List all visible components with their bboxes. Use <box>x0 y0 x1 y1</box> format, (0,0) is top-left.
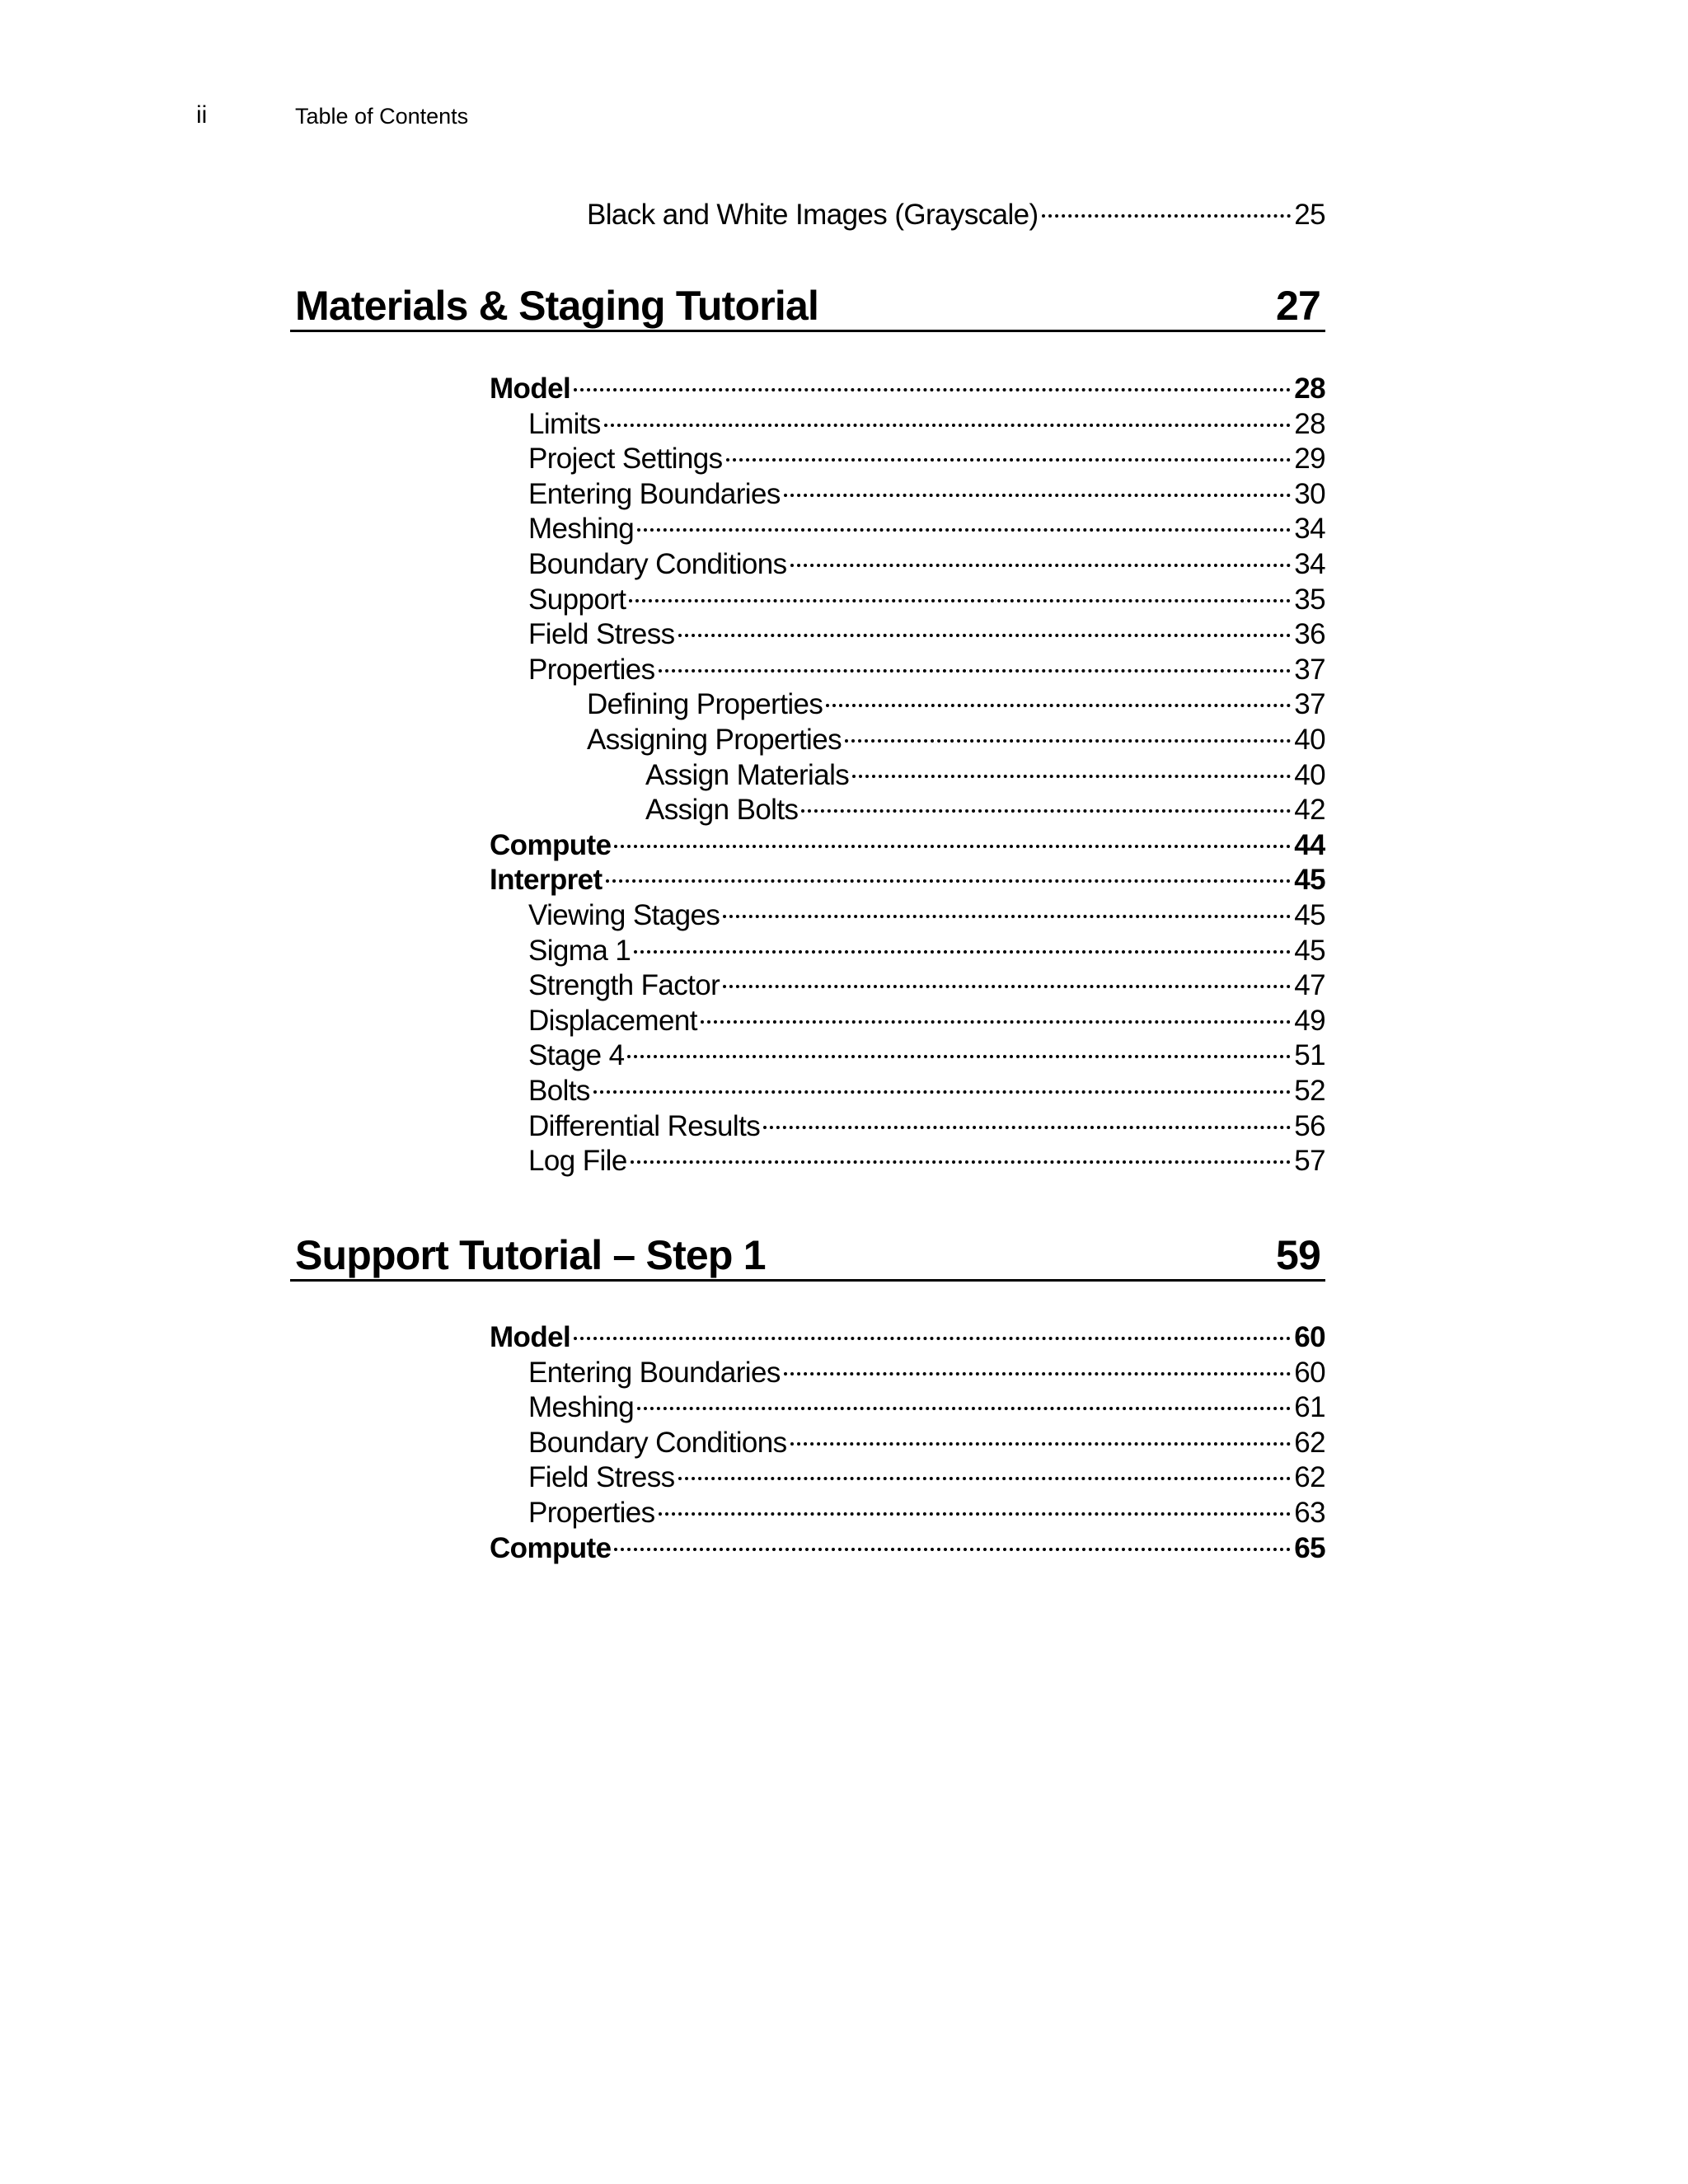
toc-entry[interactable] <box>490 1531 1325 1566</box>
toc-entry-label: Defining Properties <box>587 688 823 720</box>
toc-entry[interactable] <box>490 1320 1325 1355</box>
toc-entry-page: 56 <box>1294 1110 1325 1142</box>
dot-leader <box>726 458 1292 462</box>
toc-entry-page: 42 <box>1294 794 1325 826</box>
toc-entry[interactable] <box>490 863 1325 898</box>
dot-leader <box>637 1407 1291 1410</box>
toc-entry[interactable] <box>528 512 1325 546</box>
toc-entry[interactable] <box>645 758 1325 793</box>
dot-leader <box>801 809 1291 813</box>
toc-entry-label: Meshing <box>528 513 635 545</box>
toc-entry-page: 47 <box>1294 969 1325 1001</box>
toc-entry-page: 40 <box>1294 724 1325 756</box>
toc-entry[interactable] <box>528 1390 1325 1425</box>
toc-entry-label: Limits <box>528 408 601 440</box>
toc-entry-page: 36 <box>1294 618 1325 650</box>
toc-entry-page: 63 <box>1294 1497 1325 1529</box>
toc-entry-page: 60 <box>1294 1321 1325 1353</box>
toc-entry[interactable] <box>528 477 1325 512</box>
toc-entry-page: 44 <box>1294 829 1325 861</box>
chapter-title: Materials & Staging Tutorial <box>295 283 819 329</box>
toc-entry[interactable] <box>490 828 1325 863</box>
dot-leader <box>614 845 1291 848</box>
toc-entry-label: Boundary Conditions <box>528 548 787 580</box>
toc-entry[interactable] <box>528 1496 1325 1530</box>
toc-entry-page: 52 <box>1294 1075 1325 1107</box>
toc-entry-label: Boundary Conditions <box>528 1427 787 1459</box>
toc-entry[interactable] <box>528 407 1325 442</box>
dot-leader <box>723 985 1291 988</box>
chapter-heading[interactable] <box>290 279 1325 332</box>
toc-entry-label: Model <box>490 1321 571 1353</box>
toc-entry[interactable] <box>587 723 1325 757</box>
dot-leader <box>678 1477 1292 1480</box>
dot-leader <box>614 1548 1291 1551</box>
toc-entry[interactable] <box>528 1004 1325 1038</box>
toc-entry[interactable] <box>528 1356 1325 1390</box>
toc-entry-page: 49 <box>1294 1005 1325 1037</box>
toc-entry-page: 28 <box>1294 408 1325 440</box>
toc-entry-label: Field Stress <box>528 618 675 650</box>
dot-leader <box>701 1020 1291 1024</box>
toc-entry-page: 25 <box>1294 199 1325 231</box>
toc-entry-label: Field Stress <box>528 1461 675 1493</box>
toc-entry-label: Displacement <box>528 1005 697 1037</box>
toc-entry-page: 35 <box>1294 583 1325 616</box>
toc-entry-label: Entering Boundaries <box>528 478 781 510</box>
toc-entry-label: Strength Factor <box>528 969 720 1001</box>
dot-leader <box>852 775 1291 778</box>
toc-entry[interactable] <box>528 1038 1325 1073</box>
dot-leader <box>574 388 1291 391</box>
toc-entry-intro[interactable] <box>587 198 1325 232</box>
toc-entry-page: 60 <box>1294 1357 1325 1389</box>
toc-entry-page: 28 <box>1294 373 1325 405</box>
dot-leader <box>659 1512 1292 1516</box>
toc-entry-label: Assign Bolts <box>645 794 799 826</box>
dot-leader <box>826 704 1291 707</box>
toc-entry-page: 61 <box>1294 1391 1325 1423</box>
toc-entry-label: Support <box>528 583 626 616</box>
dot-leader <box>790 1442 1292 1446</box>
toc-entry[interactable] <box>587 687 1325 722</box>
dot-leader <box>604 424 1291 427</box>
toc-entry-label: Assign Materials <box>645 759 850 791</box>
dot-leader <box>627 1055 1291 1058</box>
toc-entry-page: 40 <box>1294 759 1325 791</box>
toc-entry[interactable] <box>528 1074 1325 1108</box>
dot-leader <box>790 564 1292 567</box>
toc-entry-label: Interpret <box>490 864 603 896</box>
dot-leader <box>659 669 1292 673</box>
chapter-heading[interactable] <box>290 1228 1325 1282</box>
toc-entry-page: 62 <box>1294 1461 1325 1493</box>
toc-entry-page: 37 <box>1294 688 1325 720</box>
toc-entry[interactable] <box>528 547 1325 582</box>
toc-entry[interactable] <box>528 1426 1325 1460</box>
toc-entry[interactable] <box>528 653 1325 687</box>
toc-entry-label: Compute <box>490 829 612 861</box>
dot-leader <box>637 528 1291 532</box>
toc-entry[interactable] <box>528 968 1325 1003</box>
dot-leader <box>574 1337 1291 1340</box>
toc-entry-page: 51 <box>1294 1039 1325 1071</box>
page-number: ii <box>196 101 208 129</box>
toc-entry-page: 45 <box>1294 899 1325 931</box>
chapter-page-number: 59 <box>1275 1232 1320 1278</box>
dot-leader <box>634 950 1291 954</box>
chapter-page-number: 27 <box>1275 283 1320 329</box>
chapter-title: Support Tutorial – Step 1 <box>295 1232 766 1278</box>
toc-entry-page: 65 <box>1294 1532 1325 1564</box>
toc-entry-page: 30 <box>1294 478 1325 510</box>
toc-entry[interactable] <box>528 898 1325 933</box>
toc-entry[interactable] <box>645 793 1325 827</box>
toc-entry-label: Entering Boundaries <box>528 1357 781 1389</box>
dot-leader <box>784 1372 1292 1376</box>
toc-entry[interactable] <box>528 1144 1325 1179</box>
toc-entry-page: 45 <box>1294 935 1325 967</box>
toc-entry[interactable] <box>528 1460 1325 1495</box>
dot-leader <box>723 915 1291 918</box>
toc-entry-label: Sigma 1 <box>528 935 631 967</box>
toc-entry-label: Black and White Images (Grayscale) <box>587 199 1039 231</box>
dot-leader <box>678 634 1292 637</box>
toc-entry[interactable] <box>528 583 1325 617</box>
toc-entry-page: 57 <box>1294 1145 1325 1177</box>
toc-entry-page: 34 <box>1294 513 1325 545</box>
dot-leader <box>1042 214 1292 218</box>
toc-entry[interactable] <box>528 617 1325 652</box>
dot-leader <box>763 1126 1291 1129</box>
dot-leader <box>631 1160 1292 1164</box>
toc-entry[interactable] <box>528 442 1325 476</box>
toc-entry-label: Project Settings <box>528 443 723 475</box>
toc-entry-label: Meshing <box>528 1391 635 1423</box>
toc-entry-label: Differential Results <box>528 1110 761 1142</box>
toc-entry-page: 45 <box>1294 864 1325 896</box>
dot-leader <box>629 599 1291 602</box>
toc-entry[interactable] <box>490 372 1325 406</box>
toc-entry-page: 34 <box>1294 548 1325 580</box>
toc-entry-label: Bolts <box>528 1075 590 1107</box>
toc-entry-label: Viewing Stages <box>528 899 720 931</box>
running-header-title: Table of Contents <box>295 104 469 129</box>
toc-entry-label: Properties <box>528 654 655 686</box>
dot-leader <box>784 494 1292 497</box>
toc-entry[interactable] <box>528 934 1325 968</box>
toc-entry-page: 29 <box>1294 443 1325 475</box>
toc-entry-label: Model <box>490 373 571 405</box>
toc-entry[interactable] <box>528 1109 1325 1144</box>
dot-leader <box>845 739 1291 743</box>
dot-leader <box>593 1090 1291 1094</box>
toc-entry-label: Properties <box>528 1497 655 1529</box>
toc-entry-label: Compute <box>490 1532 612 1564</box>
toc-entry-label: Assigning Properties <box>587 724 842 756</box>
toc-entry-label: Log File <box>528 1145 627 1177</box>
toc-entry-page: 62 <box>1294 1427 1325 1459</box>
toc-entry-page: 37 <box>1294 654 1325 686</box>
toc-entry-label: Stage 4 <box>528 1039 625 1071</box>
dot-leader <box>606 879 1292 883</box>
